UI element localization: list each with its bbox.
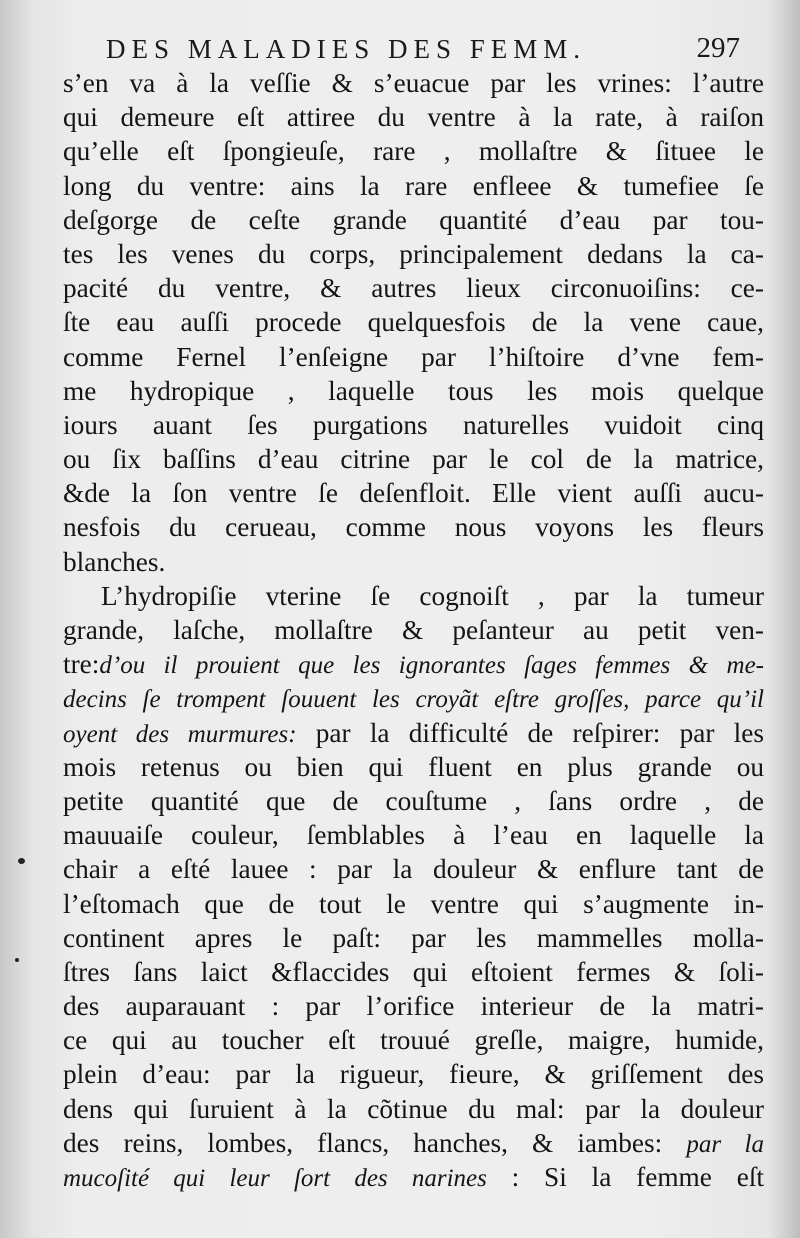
text-line — [63, 374, 764, 408]
text-line — [63, 613, 764, 647]
text-segment: grande, laſche, mollaſtre & peſanteur au petit ven- — [63, 615, 764, 645]
text-line — [63, 887, 764, 921]
italic-segment: par la — [686, 1130, 764, 1158]
text-line — [63, 921, 764, 955]
text-segment: mois retenus ou bien qui fluent en plus grande ou — [63, 751, 764, 782]
text-line — [63, 134, 764, 168]
text-line — [63, 271, 764, 305]
text-line — [63, 169, 764, 203]
text-line — [63, 203, 764, 237]
text-segment: iours auant ſes purgations naturelles vuidoit cinq — [63, 409, 764, 440]
text-line — [63, 1160, 764, 1194]
text-segment: ſte eau auſſi procede quelquesfois de la vene caue, — [63, 307, 764, 338]
text-line — [63, 510, 764, 544]
text-line — [63, 476, 764, 510]
text-segment: s’en va à la veſſie & s’euacue par les vrines: l’autre — [63, 68, 764, 98]
text-line — [63, 989, 764, 1023]
text-segment: tes les venes du corps, principalement dedans la ca- — [63, 238, 764, 269]
text-segment: deſgorge de ceſte grande quantité d’eau par tou- — [63, 204, 764, 235]
ink-speck — [15, 958, 19, 962]
text-line — [63, 750, 764, 784]
text-line — [63, 305, 764, 339]
text-segment: ce qui au toucher eſt trouué greſle, maigre, humide, — [63, 1025, 764, 1056]
text-line — [63, 647, 764, 681]
text-line — [63, 1023, 764, 1057]
italic-segment: d’ou il prouient que les ignorantes ſages femmes & me- — [99, 652, 764, 680]
text-line — [63, 1057, 764, 1091]
text-segment: &de la ſon ventre ſe deſenfloit. Elle vient auſſi aucu- — [63, 478, 764, 509]
ink-speck — [18, 858, 25, 864]
text-segment: continent apres le paſt: par les mammelles molla- — [63, 922, 764, 953]
text-segment: pacité du ventre, & autres lieux circonuoiſins: ce- — [63, 273, 764, 304]
text-line — [63, 1092, 764, 1126]
text-line — [63, 340, 764, 374]
text-segment: L’hydropiſie vterine ſe cognoiſt , par la tumeur — [101, 580, 764, 611]
text-line — [63, 237, 764, 271]
text-line — [63, 818, 764, 852]
text-line — [63, 716, 764, 750]
text-line — [63, 579, 764, 613]
text-segment: blanches. — [63, 546, 166, 577]
text-line — [63, 955, 764, 989]
text-line — [63, 66, 764, 100]
text-segment: comme Fernel l’enſeigne par l’hiſtoire d’vne fem- — [63, 341, 764, 372]
italic-segment: decins ſe trompent ſouuent les croyãt eſtre groſſes, parce qu’il — [63, 686, 764, 714]
running-head: DES MALADIES DES FEMM. — [106, 34, 587, 64]
text-line — [63, 1126, 764, 1160]
text-segment: ou ſix baſſins d’eau citrine par le col de la matrice, — [63, 444, 764, 475]
text-segment: l’eſtomach que de tout le ventre qui s’augmente in- — [63, 888, 764, 919]
text-segment: : Si la femme eſt — [486, 1162, 764, 1192]
text-segment: des auparauant : par l’orifice interieur de la matri- — [63, 991, 764, 1022]
text-segment: par la difficulté de reſpirer: par les — [296, 717, 764, 748]
text-line — [63, 408, 764, 442]
text-segment: dens qui ſuruient à la cõtinue du mal: par la douleur — [63, 1093, 764, 1124]
text-line — [63, 545, 764, 579]
text-segment: tre: — [63, 649, 100, 680]
italic-segment: mucoſité qui leur ſort des narines — [63, 1165, 487, 1192]
text-segment: petite quantité que de couſtume , ſans ordre , de — [63, 785, 764, 816]
text-segment: nesfois du cerueau, comme nous voyons les fleurs — [63, 512, 764, 543]
text-segment: des reins, lombes, flancs, hanches, & iambes: — [63, 1127, 687, 1158]
body-text — [63, 66, 764, 1194]
text-line — [63, 852, 764, 886]
text-line — [63, 442, 764, 476]
text-segment: chair a eſté lauee : par la douleur & enflure tant de — [63, 854, 764, 885]
page-number: 297 — [696, 32, 740, 64]
text-line — [63, 681, 764, 715]
page-header — [100, 30, 740, 70]
text-segment: long du ventre: ains la rare enfleee & tumefiee ſe — [63, 170, 764, 201]
text-segment: qui demeure eſt attiree du ventre à la rate, à raiſon — [63, 102, 764, 133]
text-segment: qu’elle eſt ſpongieuſe, rare , mollaſtre & ſituee le — [63, 136, 764, 167]
text-line — [63, 100, 764, 134]
text-segment: mauuaiſe couleur, ſemblables à l’eau en laquelle la — [63, 820, 764, 851]
text-segment: ſtres ſans laict &flaccides qui eſtoient fermes & ſoli- — [63, 956, 764, 987]
text-line — [63, 784, 764, 818]
text-segment: me hydropique , laquelle tous les mois quelque — [63, 375, 764, 406]
text-segment: plein d’eau: par la rigueur, fieure, & griſſement des — [63, 1059, 764, 1090]
italic-segment: oyent des murmures: — [63, 720, 297, 748]
